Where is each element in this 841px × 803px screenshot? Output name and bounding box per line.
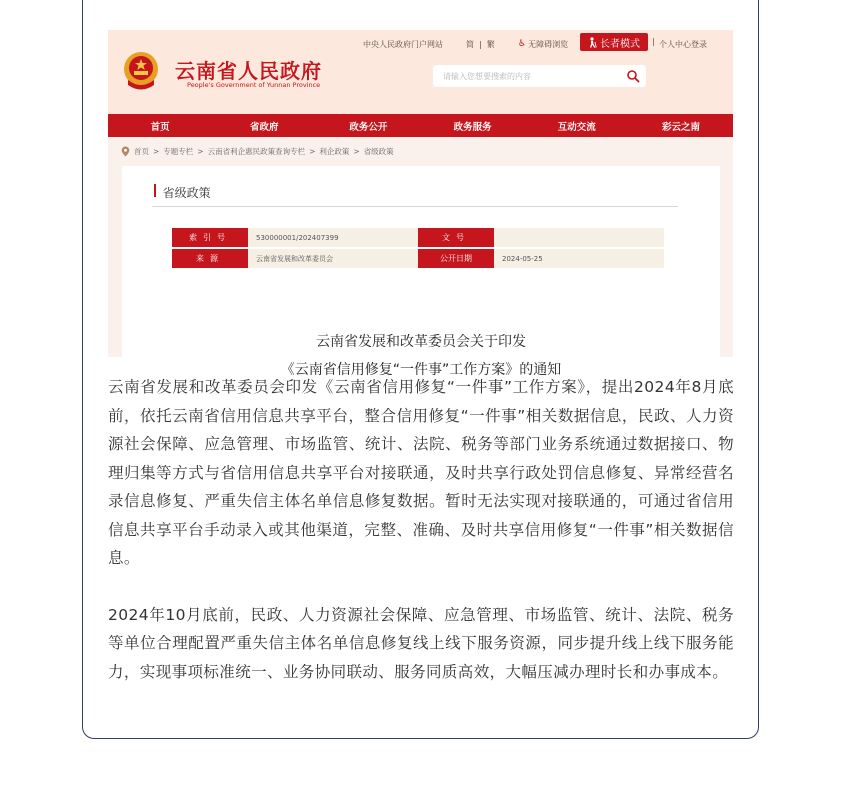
policy-panel (122, 166, 720, 378)
source-value: 云南省发展和改革委员会 (248, 249, 418, 268)
lang-separator: | (479, 39, 482, 49)
section-divider (152, 206, 678, 207)
meta-row (172, 249, 664, 268)
breadcrumb-provincial-policy[interactable]: 省级政策 (363, 146, 394, 156)
date-label: 公开日期 (418, 249, 494, 268)
article-paragraph: 2024年10月底前，民政、人力资源社会保障、应急管理、市场监管、统计、法院、税务等单位合理配置严重失信主体名单信息修复线上线下服务资源，同步提升线上线下服务能力，实现事项标准统一、业务协同联动、服务同质高效，大幅压减办理时长和办事成本。 (108, 605, 734, 681)
docno-label: 文号 (418, 228, 494, 247)
breadcrumb-separator: > (153, 146, 160, 156)
breadcrumb-separator: > (197, 146, 204, 156)
breadcrumb-home[interactable]: 首页 (134, 146, 149, 156)
breadcrumb-separator: > (353, 146, 360, 156)
breadcrumb-topics[interactable]: 专题专栏 (163, 146, 194, 156)
wheelchair-icon: ♿ (518, 39, 527, 49)
accessibility-link[interactable] (518, 37, 568, 51)
nav-item-yunnan[interactable]: 彩云之南 (661, 121, 700, 133)
date-value: 2024-05-25 (494, 249, 664, 268)
nav-item-open-affairs[interactable]: 政务公开 (349, 121, 388, 133)
docno-value (494, 228, 664, 247)
national-emblem-icon (122, 50, 160, 92)
meta-row (172, 228, 664, 247)
nav-item-home[interactable]: 首页 (150, 121, 170, 133)
link-separator: | (652, 37, 655, 46)
location-pin-icon (121, 146, 130, 157)
personal-center-link[interactable]: 个人中心登录 (659, 39, 707, 49)
elder-icon (588, 37, 597, 48)
breadcrumb-policy-column[interactable]: 云南省利企惠民政策查询专栏 (207, 146, 306, 156)
site-subtitle: People's Government of Yunnan Province (187, 81, 321, 89)
nav-item-government[interactable]: 省政府 (250, 121, 279, 133)
search-input[interactable] (443, 69, 623, 83)
main-nav (108, 114, 733, 137)
breadcrumb (121, 144, 394, 158)
section-title: 省级政策 (162, 186, 211, 200)
elder-mode-label: 长者模式 (600, 38, 640, 50)
document-meta-table (172, 228, 664, 270)
article-body (108, 373, 734, 686)
traditional-link[interactable]: 繁 (486, 39, 495, 49)
nav-item-services[interactable]: 政务服务 (453, 121, 492, 133)
index-value: 530000001/202407399 (248, 228, 418, 247)
accessibility-label: 无障碍浏览 (528, 39, 569, 49)
source-label: 来源 (172, 249, 248, 268)
breadcrumb-business-policy[interactable]: 利企政策 (319, 146, 350, 156)
search-box (433, 65, 646, 87)
site-header (108, 30, 733, 114)
index-label: 索引号 (172, 228, 248, 247)
document-title-line1: 云南省发展和改革委员会关于印发 (316, 334, 526, 350)
page-screenshot (108, 30, 733, 378)
simplified-link[interactable]: 简 (466, 39, 474, 49)
nav-item-interaction[interactable]: 互动交流 (557, 121, 596, 133)
elder-mode-button[interactable] (580, 33, 648, 51)
breadcrumb-separator: > (309, 146, 316, 156)
language-switch (466, 37, 495, 51)
portal-link[interactable]: 中央人民政府门户网站 (363, 39, 443, 49)
article-paragraph: 云南省发展和改革委员会印发《云南省信用修复“一件事”工作方案》，提出2024年8月底前，依托云南省信用信息共享平台，整合信用修复“一件事”相关数据信息，民政、人力资源社会保障、应急管理、市场监管、统计、法院、税务等部门业务系统通过数据接口、物理归集等方式与省信用信息共享平台对接联通，及时共享行政处罚信息修复、异常经营名录信息修复、严重失信主体名单信息修复数据。暂时无法实现对接联通的，可通过省信用信息共享平台手动录入或其他渠道，完整、准确、及时共享信用修复“一件事”相关数据信息。 (108, 378, 734, 567)
search-icon[interactable] (626, 69, 640, 83)
document-title-line2: 《云南省信用修复“一件事”工作方案》的通知 (280, 362, 562, 378)
site-title[interactable]: 云南省人民政府 (175, 59, 322, 83)
